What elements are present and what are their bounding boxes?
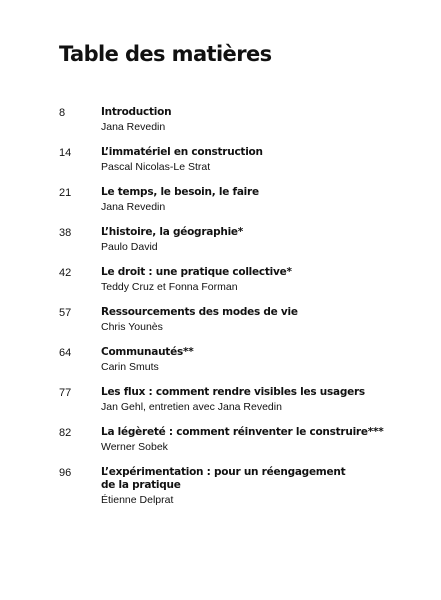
chapter-author: Werner Sobek — [101, 441, 168, 453]
chapter-title-line: L’expérimentation : pour un réengagement — [101, 466, 346, 478]
entry-text — [101, 306, 401, 334]
toc-entry — [0, 226, 441, 266]
chapter-title: L’histoire, la géographie* — [101, 226, 244, 238]
table-of-contents — [0, 106, 441, 518]
entry-text — [101, 466, 401, 507]
entry-text — [101, 346, 401, 374]
page-number: 8 — [59, 107, 66, 119]
entry-text — [101, 266, 401, 294]
toc-entry — [0, 386, 441, 426]
chapter-title: Ressourcements des modes de vie — [101, 306, 298, 318]
page-number: 21 — [59, 187, 72, 199]
toc-entry — [0, 306, 441, 346]
chapter-title: La légèreté : comment réinventer le construire*** — [101, 426, 384, 438]
page-number: 42 — [59, 267, 72, 279]
chapter-author: Pascal Nicolas-Le Strat — [101, 161, 211, 173]
chapter-author: Teddy Cruz et Fonna Forman — [101, 281, 238, 293]
toc-entry — [0, 186, 441, 226]
page-number: 96 — [59, 467, 72, 479]
chapter-author: Jana Revedin — [101, 121, 166, 133]
page-number: 64 — [59, 347, 72, 359]
page-title: Table des matières — [59, 42, 272, 66]
toc-entry — [0, 346, 441, 386]
chapter-author: Carin Smuts — [101, 361, 159, 373]
page-number: 14 — [59, 147, 72, 159]
chapter-title: Communautés** — [101, 346, 194, 358]
chapter-title: Introduction — [101, 106, 172, 118]
chapter-author: Paulo David — [101, 241, 158, 253]
chapter-title: L’immatériel en construction — [101, 146, 263, 158]
toc-entry — [0, 426, 441, 466]
toc-entry — [0, 466, 441, 518]
toc-entry — [0, 266, 441, 306]
chapter-author: Étienne Delprat — [101, 494, 174, 506]
entry-text — [101, 426, 401, 454]
page-number: 57 — [59, 307, 72, 319]
toc-entry — [0, 146, 441, 186]
page-number: 77 — [59, 387, 72, 399]
entry-text — [101, 386, 401, 414]
page-number: 38 — [59, 227, 72, 239]
entry-text — [101, 186, 401, 214]
chapter-title: Les flux : comment rendre visibles les usagers — [101, 386, 365, 398]
entry-text — [101, 106, 401, 134]
entry-text — [101, 226, 401, 254]
entry-text — [101, 146, 401, 174]
chapter-author: Jan Gehl, entretien avec Jana Revedin — [101, 401, 282, 413]
page-number: 82 — [59, 427, 72, 439]
chapter-title: Le temps, le besoin, le faire — [101, 186, 259, 198]
chapter-title-line: de la pratique — [101, 479, 181, 491]
chapter-title: Le droit : une pratique collective* — [101, 266, 292, 278]
chapter-author: Chris Younès — [101, 321, 163, 333]
chapter-author: Jana Revedin — [101, 201, 166, 213]
toc-entry — [0, 106, 441, 146]
